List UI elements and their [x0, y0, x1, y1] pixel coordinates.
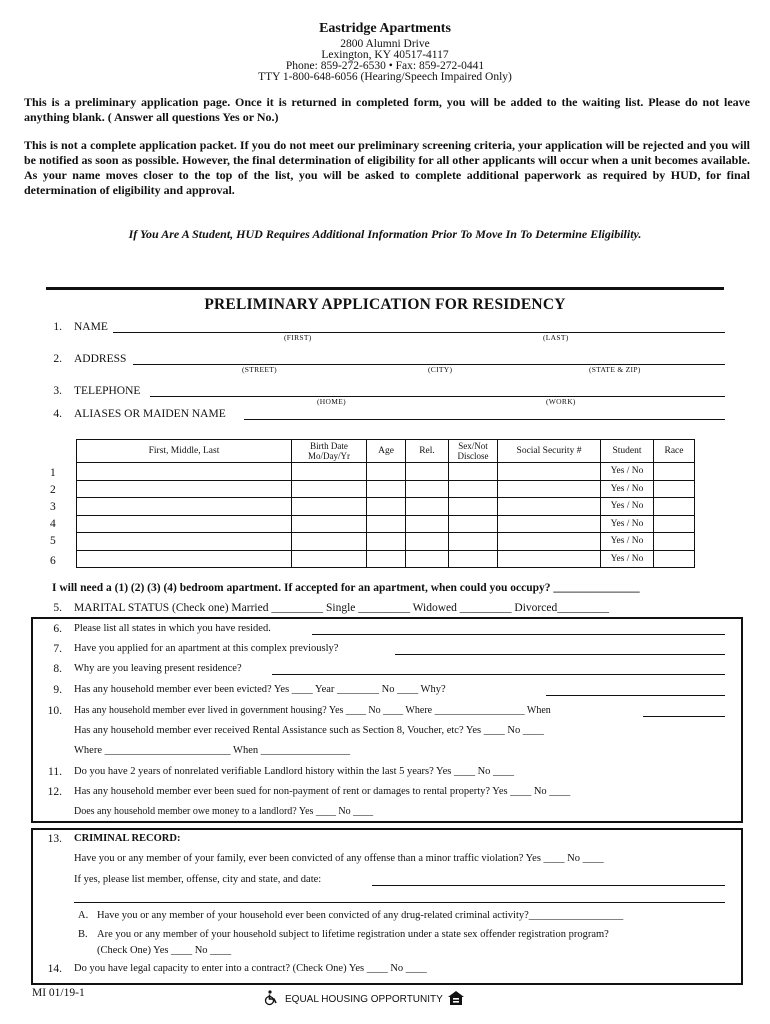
states-resided-field[interactable]: [312, 634, 725, 635]
property-address-line2: Lexington, KY 40517-4117: [321, 49, 449, 61]
q10-text: Has any household member ever lived in government housing? Yes ____ No ____ Where __________________ When: [74, 705, 551, 716]
q4-label: ALIASES OR MAIDEN NAME: [74, 408, 226, 420]
col-header-birth-date: Birth Date Mo/Day/Yr: [292, 440, 367, 463]
row-number: 2: [50, 484, 56, 496]
student-cell[interactable]: Yes / No: [601, 533, 654, 551]
race-cell[interactable]: [654, 498, 695, 516]
ssn-cell[interactable]: [498, 533, 601, 551]
q1-sub-last: (LAST): [543, 333, 569, 342]
q2-number: 2.: [53, 353, 62, 365]
marital-status-question: MARITAL STATUS (Check one) Married _________ Single _________ Widowed _________ Divorced_________: [74, 602, 609, 614]
age-cell[interactable]: [367, 480, 406, 498]
q2-sub-street: (STREET): [242, 365, 277, 374]
rel-cell[interactable]: [406, 533, 449, 551]
student-cell[interactable]: Yes / No: [601, 463, 654, 481]
name-cell[interactable]: [77, 550, 292, 568]
age-cell[interactable]: [367, 550, 406, 568]
property-address-line1: 2800 Alumni Drive: [340, 38, 430, 50]
race-cell[interactable]: [654, 515, 695, 533]
sex-cell[interactable]: [449, 550, 498, 568]
form-title: PRELIMINARY APPLICATION FOR RESIDENCY: [204, 296, 566, 313]
intro-paragraph-1: This is a preliminary application page. Once it is returned in completed form, you will be added to the waiting list. Please do not leave anything blank. ( Answer all questions Yes or No.): [24, 95, 750, 124]
birth-date-cell[interactable]: [292, 480, 367, 498]
equal-housing-footer: [263, 990, 465, 1009]
q13a-text: Have you or any member of your household ever been convicted of any drug-related criminal activity?__________________: [97, 910, 624, 921]
q14-text: Do you have legal capacity to enter into a contract? (Check One) Yes ____ No ____: [74, 963, 427, 974]
criminal-record-box: [31, 828, 743, 985]
sex-cell[interactable]: [449, 480, 498, 498]
rel-cell[interactable]: [406, 463, 449, 481]
q11-text: Do you have 2 years of nonrelated verifiable Landlord history within the last 5 years? Yes ____ No ____: [74, 766, 515, 777]
q10c-text: Where ________________________ When _________________: [74, 745, 350, 756]
name-cell[interactable]: [77, 533, 292, 551]
sex-cell[interactable]: [449, 515, 498, 533]
name-cell[interactable]: [77, 498, 292, 516]
row-number: 4: [50, 518, 56, 530]
q11-number: 11.: [48, 766, 62, 778]
sex-cell[interactable]: [449, 533, 498, 551]
table-row: [77, 533, 695, 551]
q12-number: 12.: [47, 786, 62, 798]
q13a-label: A.: [78, 910, 89, 921]
age-cell[interactable]: [367, 498, 406, 516]
wheelchair-icon: [263, 990, 281, 1009]
section-divider: [46, 287, 724, 290]
table-header-row: [77, 440, 695, 463]
student-cell[interactable]: Yes / No: [601, 480, 654, 498]
col-header-age: Age: [367, 440, 406, 463]
sex-cell[interactable]: [449, 498, 498, 516]
q8-text: Why are you leaving present residence?: [74, 663, 242, 674]
q13b-text: Are you or any member of your household subject to lifetime registration under a state sex offender registration program?: [97, 929, 609, 940]
q3-label: TELEPHONE: [74, 385, 141, 397]
rel-cell[interactable]: [406, 480, 449, 498]
race-cell[interactable]: [654, 533, 695, 551]
name-cell[interactable]: [77, 463, 292, 481]
q3-sub-work: (WORK): [546, 397, 576, 406]
equal-housing-text: EQUAL HOUSING OPPORTUNITY: [285, 994, 443, 1005]
q13b-label: B.: [78, 929, 88, 940]
ssn-cell[interactable]: [498, 480, 601, 498]
rel-cell[interactable]: [406, 498, 449, 516]
age-cell[interactable]: [367, 515, 406, 533]
age-cell[interactable]: [367, 533, 406, 551]
criminal-details-field[interactable]: [372, 885, 725, 886]
q2-sub-state-zip: (STATE & ZIP): [589, 365, 641, 374]
q5-number: 5.: [53, 602, 62, 614]
col-header-sex: Sex/Not Disclose: [449, 440, 498, 463]
table-row: [77, 515, 695, 533]
q6-number: 6.: [53, 623, 62, 635]
birth-date-cell[interactable]: [292, 463, 367, 481]
birth-date-cell[interactable]: [292, 550, 367, 568]
name-cell[interactable]: [77, 480, 292, 498]
form-code: MI 01/19-1: [32, 987, 85, 999]
age-cell[interactable]: [367, 463, 406, 481]
q12b-text: Does any household member owe money to a landlord? Yes ____ No ____: [74, 806, 374, 817]
col-header-name: First, Middle, Last: [77, 440, 292, 463]
table-row: [77, 550, 695, 568]
equal-housing-logo-icon: [447, 990, 465, 1009]
col-header-ssn: Social Security #: [498, 440, 601, 463]
birth-date-cell[interactable]: [292, 515, 367, 533]
aliases-field[interactable]: [244, 419, 725, 420]
race-cell[interactable]: [654, 463, 695, 481]
ssn-cell[interactable]: [498, 463, 601, 481]
row-number: 6: [50, 555, 56, 567]
q3-number: 3.: [53, 385, 62, 397]
table-row: [77, 480, 695, 498]
ssn-cell[interactable]: [498, 550, 601, 568]
property-tty: TTY 1-800-648-6056 (Hearing/Speech Impaired Only): [258, 71, 512, 83]
name-field[interactable]: [113, 332, 725, 333]
q1-label: NAME: [74, 321, 108, 333]
q13-conviction-question: Have you or any member of your family, ever been convicted of any offense than a minor traffic violation? Yes ____ No ____: [74, 853, 604, 864]
q10b-text: Has any household member ever received Rental Assistance such as Section 8, Voucher, etc? Yes ____ No ____: [74, 725, 544, 736]
q10-number: 10.: [47, 705, 62, 717]
gov-housing-when-field[interactable]: [643, 716, 725, 717]
q7-number: 7.: [53, 643, 62, 655]
birth-date-cell[interactable]: [292, 533, 367, 551]
q6-text: Please list all states in which you have resided.: [74, 623, 271, 634]
rel-cell[interactable]: [406, 550, 449, 568]
student-cell[interactable]: Yes / No: [601, 550, 654, 568]
row-number: 5: [50, 535, 56, 547]
q1-sub-first: (FIRST): [284, 333, 312, 342]
criminal-record-title: CRIMINAL RECORD:: [74, 833, 181, 844]
student-note: If You Are A Student, HUD Requires Additional Information Prior To Move In To Determine Eligibility.: [128, 227, 642, 241]
q7-text: Have you applied for an apartment at this complex previously?: [74, 643, 339, 654]
q13-details-label: If yes, please list member, offense, city and state, and date:: [74, 874, 322, 885]
applied-previously-field[interactable]: [395, 654, 725, 655]
telephone-field[interactable]: [150, 396, 725, 397]
rel-cell[interactable]: [406, 515, 449, 533]
birth-date-cell[interactable]: [292, 498, 367, 516]
q12-text: Has any household member ever been sued for non-payment of rent or damages to rental property? Yes ____ No ____: [74, 786, 571, 797]
race-cell[interactable]: [654, 550, 695, 568]
q2-label: ADDRESS: [74, 353, 127, 365]
property-phone: Phone: 859-272-6530 • Fax: 859-272-0441: [285, 60, 485, 72]
row-number: 3: [50, 501, 56, 513]
col-header-rel: Rel.: [406, 440, 449, 463]
q13b-check: (Check One) Yes ____ No ____: [97, 945, 232, 956]
intro-paragraph-2: This is not a complete application packet. If you do not meet our preliminary screening criteria, your application will be rejected and you will be notified as soon as possible. However, the final determination of eligibility for all other applicants will occur when a unit becomes available. As your name moves closer to the top of the list, you will be asked to complete additional paperwork as required by HUD, for final determination of eligibility and approval.: [24, 138, 750, 197]
row-number: 1: [50, 467, 56, 479]
criminal-details-field-2[interactable]: [74, 902, 725, 903]
leaving-reason-field[interactable]: [272, 674, 725, 675]
eviction-why-field[interactable]: [546, 695, 725, 696]
property-name: Eastridge Apartments: [319, 21, 451, 36]
student-cell[interactable]: Yes / No: [601, 515, 654, 533]
name-cell[interactable]: [77, 515, 292, 533]
q9-number: 9.: [53, 684, 62, 696]
q14-number: 14.: [47, 963, 62, 975]
q1-number: 1.: [53, 321, 62, 333]
race-cell[interactable]: [654, 480, 695, 498]
q4-number: 4.: [53, 408, 62, 420]
col-header-student: Student: [601, 440, 654, 463]
q3-sub-home: (HOME): [317, 397, 346, 406]
bedroom-question: I will need a (1) (2) (3) (4) bedroom apartment. If accepted for an apartment, when could you occupy? _______________: [52, 582, 640, 594]
q2-sub-city: (CITY): [428, 365, 453, 374]
student-cell[interactable]: Yes / No: [601, 498, 654, 516]
ssn-cell[interactable]: [498, 498, 601, 516]
col-header-race: Race: [654, 440, 695, 463]
ssn-cell[interactable]: [498, 515, 601, 533]
q9-text: Has any household member ever been evicted? Yes ____ Year ________ No ____ Why?: [74, 684, 446, 695]
q13-number: 13.: [47, 833, 62, 845]
table-row: [77, 498, 695, 516]
table-row: [77, 463, 695, 481]
household-members-table: [76, 439, 695, 568]
q8-number: 8.: [53, 663, 62, 675]
sex-cell[interactable]: [449, 463, 498, 481]
